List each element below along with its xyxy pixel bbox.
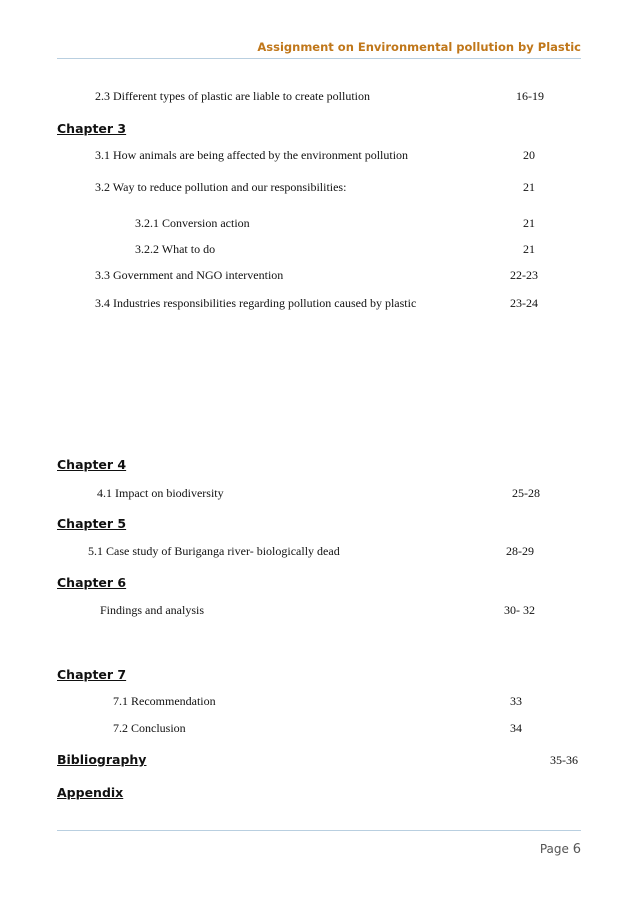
toc-entry-7-2: 7.2 Conclusion: [113, 721, 186, 735]
bibliography-page: 35-36: [550, 753, 578, 767]
toc-entry-3-2-1: 3.2.1 Conversion action: [135, 216, 250, 230]
toc-entry-7-1: 7.1 Recommendation: [113, 694, 216, 708]
toc-page-7-1: 33: [510, 694, 522, 708]
appendix-heading: Appendix: [57, 785, 124, 800]
toc-page-6: 30- 32: [504, 603, 535, 617]
toc-entry-3-4: 3.4 Industries responsibilities regarding pollution caused by plastic: [95, 296, 417, 310]
chapter-5-heading: Chapter 5: [57, 516, 127, 531]
toc-page-5-1: 28-29: [506, 544, 534, 558]
toc-page-3-2: 21: [523, 180, 535, 194]
toc-page-4-1: 25-28: [512, 486, 540, 500]
toc-entry-2-3: 2.3 Different types of plastic are liable to create pollution: [95, 89, 371, 103]
toc-entry-3-3: 3.3 Government and NGO intervention: [95, 268, 284, 282]
chapter-6-heading: Chapter 6: [57, 575, 127, 590]
bibliography-heading: Bibliography: [57, 752, 147, 767]
toc-page-3-2-2: 21: [523, 242, 535, 256]
footer-page-label: Page: [539, 842, 569, 856]
footer-page-value: 6: [572, 842, 581, 857]
toc-entry-6: Findings and analysis: [100, 603, 204, 617]
toc-page-3-3: 22-23: [510, 268, 538, 282]
toc-page-7-2: 34: [510, 721, 522, 735]
toc-entry-5-1: 5.1 Case study of Buriganga river- biologically dead: [88, 544, 340, 558]
document-header-title: Assignment on Environmental pollution by Plastic: [257, 40, 581, 54]
chapter-3-heading: Chapter 3: [57, 121, 127, 136]
toc-entry-3-2-2: 3.2.2 What to do: [135, 242, 216, 256]
header-rule: [57, 58, 581, 59]
toc-entry-3-2: 3.2 Way to reduce pollution and our responsibilities:: [95, 180, 347, 194]
toc-page-3-4: 23-24: [510, 296, 538, 310]
footer-page-number: [540, 842, 581, 857]
toc-entry-4-1: 4.1 Impact on biodiversity: [97, 486, 224, 500]
footer-rule: [57, 830, 581, 831]
toc-page-3-2-1: 21: [523, 216, 535, 230]
chapter-7-heading: Chapter 7: [57, 667, 127, 682]
toc-page-2-3: 16-19: [516, 89, 544, 103]
chapter-4-heading: Chapter 4: [57, 457, 127, 472]
toc-page-3-1: 20: [523, 148, 535, 162]
toc-entry-3-1: 3.1 How animals are being affected by the environment pollution: [95, 148, 409, 162]
